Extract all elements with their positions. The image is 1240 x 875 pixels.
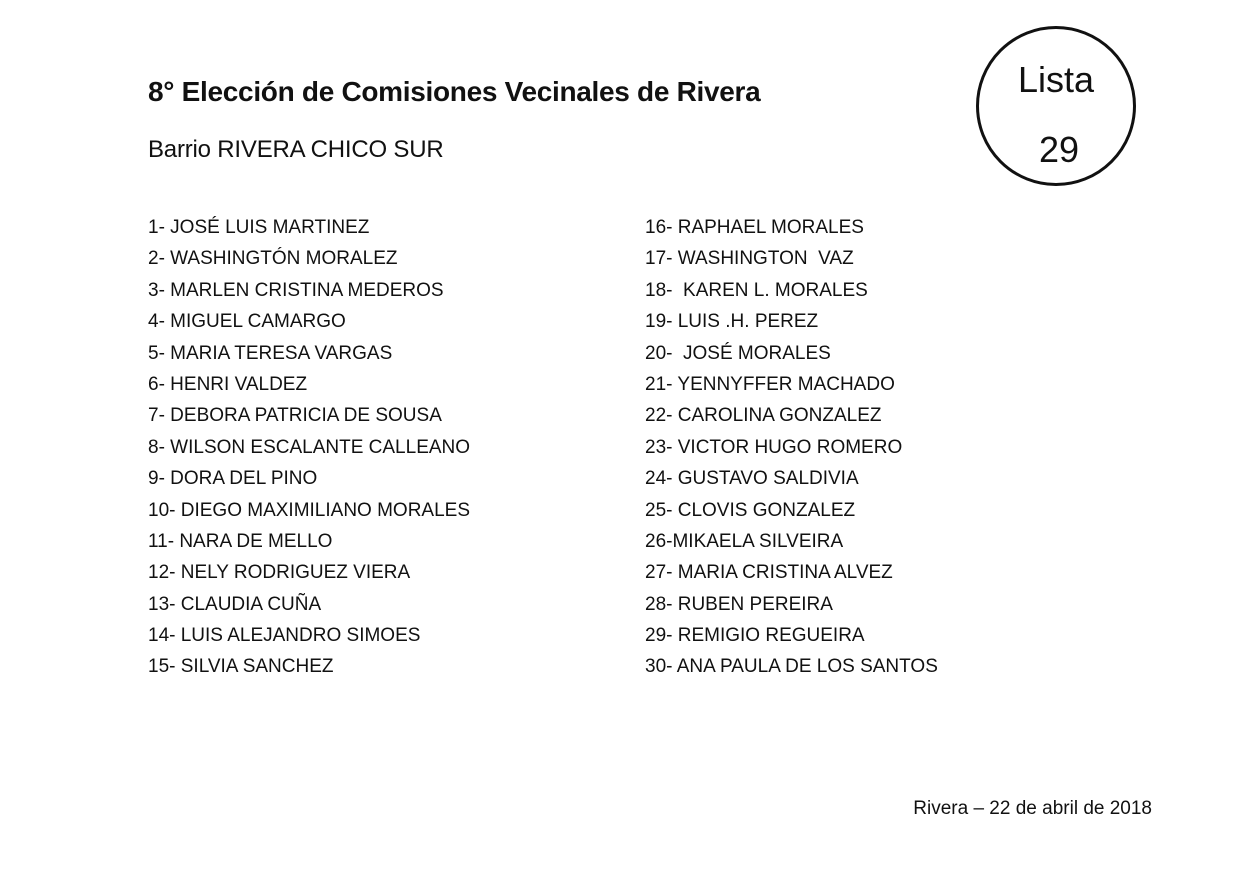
candidate-item: 15- SILVIA SANCHEZ: [148, 656, 334, 678]
candidate-item: 13- CLAUDIA CUÑA: [148, 593, 322, 615]
candidate-item: 2- WASHINGTÓN MORALEZ: [148, 248, 398, 270]
candidate-item: 4- MIGUEL CAMARGO: [148, 311, 346, 333]
candidate-item: 21- YENNYFFER MACHADO: [645, 373, 895, 395]
candidate-item: 30- ANA PAULA DE LOS SANTOS: [645, 656, 938, 678]
lista-badge: [976, 26, 1136, 186]
candidate-item: 18- KAREN L. MORALES: [645, 279, 868, 301]
lista-number: 29: [1038, 129, 1080, 170]
candidate-item: 14- LUIS ALEJANDRO SIMOES: [148, 625, 421, 647]
candidate-item: 22- CAROLINA GONZALEZ: [645, 405, 882, 427]
candidate-list-right: [645, 214, 938, 685]
candidate-item: 17- WASHINGTON VAZ: [645, 248, 854, 270]
candidate-list-left: [148, 214, 470, 685]
candidate-item: 10- DIEGO MAXIMILIANO MORALES: [148, 499, 471, 521]
candidate-item: 5- MARIA TERESA VARGAS: [148, 342, 393, 364]
candidate-item: 25- CLOVIS GONZALEZ: [645, 499, 856, 521]
candidate-item: 26-MIKAELA SILVEIRA: [645, 530, 844, 552]
candidate-item: 12- NELY RODRIGUEZ VIERA: [148, 562, 411, 584]
candidate-item: 27- MARIA CRISTINA ALVEZ: [645, 562, 893, 584]
candidate-item: 3- MARLEN CRISTINA MEDEROS: [148, 279, 444, 301]
candidate-item: 23- VICTOR HUGO ROMERO: [645, 436, 903, 458]
lista-label: Lista: [1017, 59, 1095, 100]
candidate-item: 19- LUIS .H. PEREZ: [645, 311, 819, 333]
candidate-item: 7- DEBORA PATRICIA DE SOUSA: [148, 405, 442, 427]
candidate-item: 8- WILSON ESCALANTE CALLEANO: [148, 436, 471, 458]
candidate-item: 6- HENRI VALDEZ: [148, 373, 308, 395]
candidate-item: 24- GUSTAVO SALDIVIA: [645, 468, 859, 490]
candidate-item: 11- NARA DE MELLO: [148, 530, 333, 552]
footer-date: Rivera – 22 de abril de 2018: [913, 798, 1152, 819]
candidate-item: 28- RUBEN PEREIRA: [645, 593, 833, 615]
candidate-item: 9- DORA DEL PINO: [148, 468, 318, 490]
candidate-item: 20- JOSÉ MORALES: [645, 342, 831, 364]
page-title: 8° Elección de Comisiones Vecinales de Rivera: [148, 76, 761, 107]
candidate-item: 29- REMIGIO REGUEIRA: [645, 625, 865, 647]
candidate-item: 1- JOSÉ LUIS MARTINEZ: [148, 217, 370, 238]
candidate-item: 16- RAPHAEL MORALES: [645, 217, 864, 238]
barrio-subtitle: Barrio RIVERA CHICO SUR: [148, 136, 444, 163]
